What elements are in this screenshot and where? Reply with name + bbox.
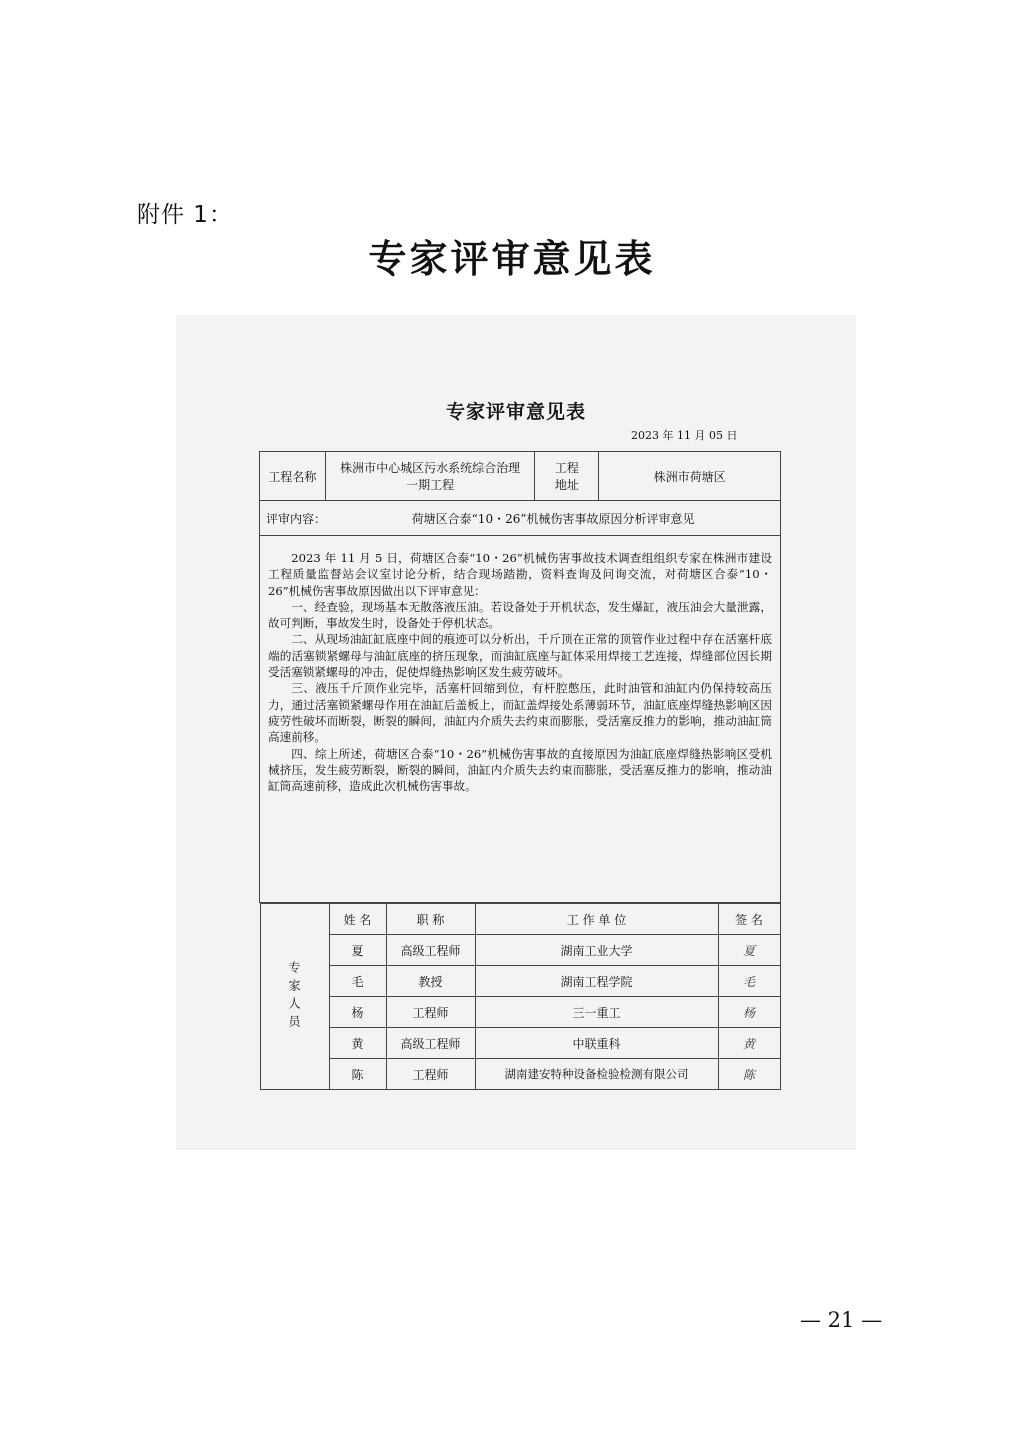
- expert-name: 杨: [329, 997, 386, 1028]
- project-name: 株洲市中心城区污水系统综合治理一期工程: [325, 452, 535, 501]
- expert-title: 高级工程师: [386, 935, 475, 966]
- scanned-form: [176, 315, 856, 1150]
- review-content-label: 评审内容：: [266, 511, 327, 526]
- expert-signature: 夏: [718, 935, 780, 966]
- expert-row: [260, 966, 780, 997]
- opinion-point-3: 三、液压千斤顶作业完毕，活塞杆回缩到位，有杆腔憋压，此时油管和油缸内仍保持较高压力，通过活塞锁紧螺母作用在油缸后盖板上，而缸盖焊接处系薄弱环节，油缸底座焊缝热影响区因疲劳性破坏而断裂，断裂的瞬间，油缸内介质失去约束而膨胀，受活塞反推力的影响，推动油缸筒高速前移。: [268, 681, 772, 745]
- opinion-point-4: 四、综上所述，荷塘区合泰“10・26”机械伤害事故的直接原因为油缸底座焊缝热影响区受机械挤压，发生疲劳断裂，断裂的瞬间，油缸内介质失去约束而膨胀，受活塞反推力的影响，推动油缸筒高速前移，造成此次机械伤害事故。: [268, 746, 772, 794]
- header-unit: 工 作 单 位: [475, 904, 718, 935]
- expert-unit: 湖南建安特种设备检验检测有限公司: [475, 1059, 718, 1090]
- expert-signature: 陈: [718, 1059, 780, 1090]
- project-name-label: 工程名称: [260, 452, 326, 501]
- experts-group-label: 专家人员: [260, 904, 329, 1090]
- expert-row: [260, 935, 780, 966]
- review-content-row: [260, 501, 781, 536]
- page-title: 专家评审意见表: [368, 236, 656, 281]
- review-content: 荷塘区合泰“10・26”机械伤害事故原因分析评审意见: [411, 511, 695, 526]
- expert-row: [260, 1028, 780, 1059]
- review-table: [259, 451, 781, 1090]
- header-name: 姓 名: [329, 904, 386, 935]
- expert-signature: 黄: [718, 1028, 780, 1059]
- expert-unit: 湖南工程学院: [475, 966, 718, 997]
- project-row: [260, 452, 781, 501]
- expert-unit: 三一重工: [475, 997, 718, 1028]
- expert-title: 工程师: [386, 997, 475, 1028]
- experts-row: [260, 903, 781, 1091]
- expert-row: [260, 1059, 780, 1090]
- header-sign: 签 名: [718, 904, 780, 935]
- expert-title: 教授: [386, 966, 475, 997]
- expert-title: 工程师: [386, 1059, 475, 1090]
- page-number: — 21 —: [800, 1308, 883, 1332]
- expert-signature: 毛: [718, 966, 780, 997]
- form-date: 2023 年 11 月 05 日: [631, 429, 738, 442]
- opinion-intro: 2023 年 11 月 5 日，荷塘区合泰“10・26”机械伤害事故技术调查组组织专家在株洲市建设工程质量监督站会议室讨论分析，结合现场踏勘，资料查询及问询交流，对荷塘区合泰“10・26”机械伤害事故原因做出以下评审意见：: [268, 551, 772, 598]
- expert-row: [260, 997, 780, 1028]
- form-title: 专家评审意见表: [445, 401, 586, 423]
- expert-title: 高级工程师: [386, 1028, 475, 1059]
- expert-name: 陈: [329, 1059, 386, 1090]
- opinion-point-1: 一、经查验，现场基本无散落液压油。若设备处于开机状态，发生爆缸，液压油会大量泄露，故可判断，事故发生时，设备处于停机状态。: [268, 599, 772, 631]
- experts-header-row: [260, 904, 780, 935]
- experts-table: [260, 903, 781, 1090]
- opinion-text: [260, 536, 781, 903]
- header-title: 职 称: [386, 904, 475, 935]
- attachment-label: 附件 1：: [137, 202, 233, 228]
- expert-name: 毛: [329, 966, 386, 997]
- project-address-label: 工程地址: [535, 452, 599, 501]
- expert-unit: 湖南工业大学: [475, 935, 718, 966]
- project-address: 株洲市荷塘区: [599, 452, 781, 501]
- expert-name: 夏: [329, 935, 386, 966]
- opinion-row: [260, 536, 781, 903]
- expert-unit: 中联重科: [475, 1028, 718, 1059]
- opinion-point-2: 二、从现场油缸缸底座中间的痕迹可以分析出，千斤顶在正常的顶管作业过程中存在活塞杆底端的活塞锁紧螺母与油缸底座的挤压现象，而油缸底座与缸体采用焊接工艺连接，焊缝部位因长期受活塞锁紧螺母的冲击，促使焊缝热影响区发生疲劳破坏。: [268, 632, 772, 680]
- expert-name: 黄: [329, 1028, 386, 1059]
- expert-signature: 杨: [718, 997, 780, 1028]
